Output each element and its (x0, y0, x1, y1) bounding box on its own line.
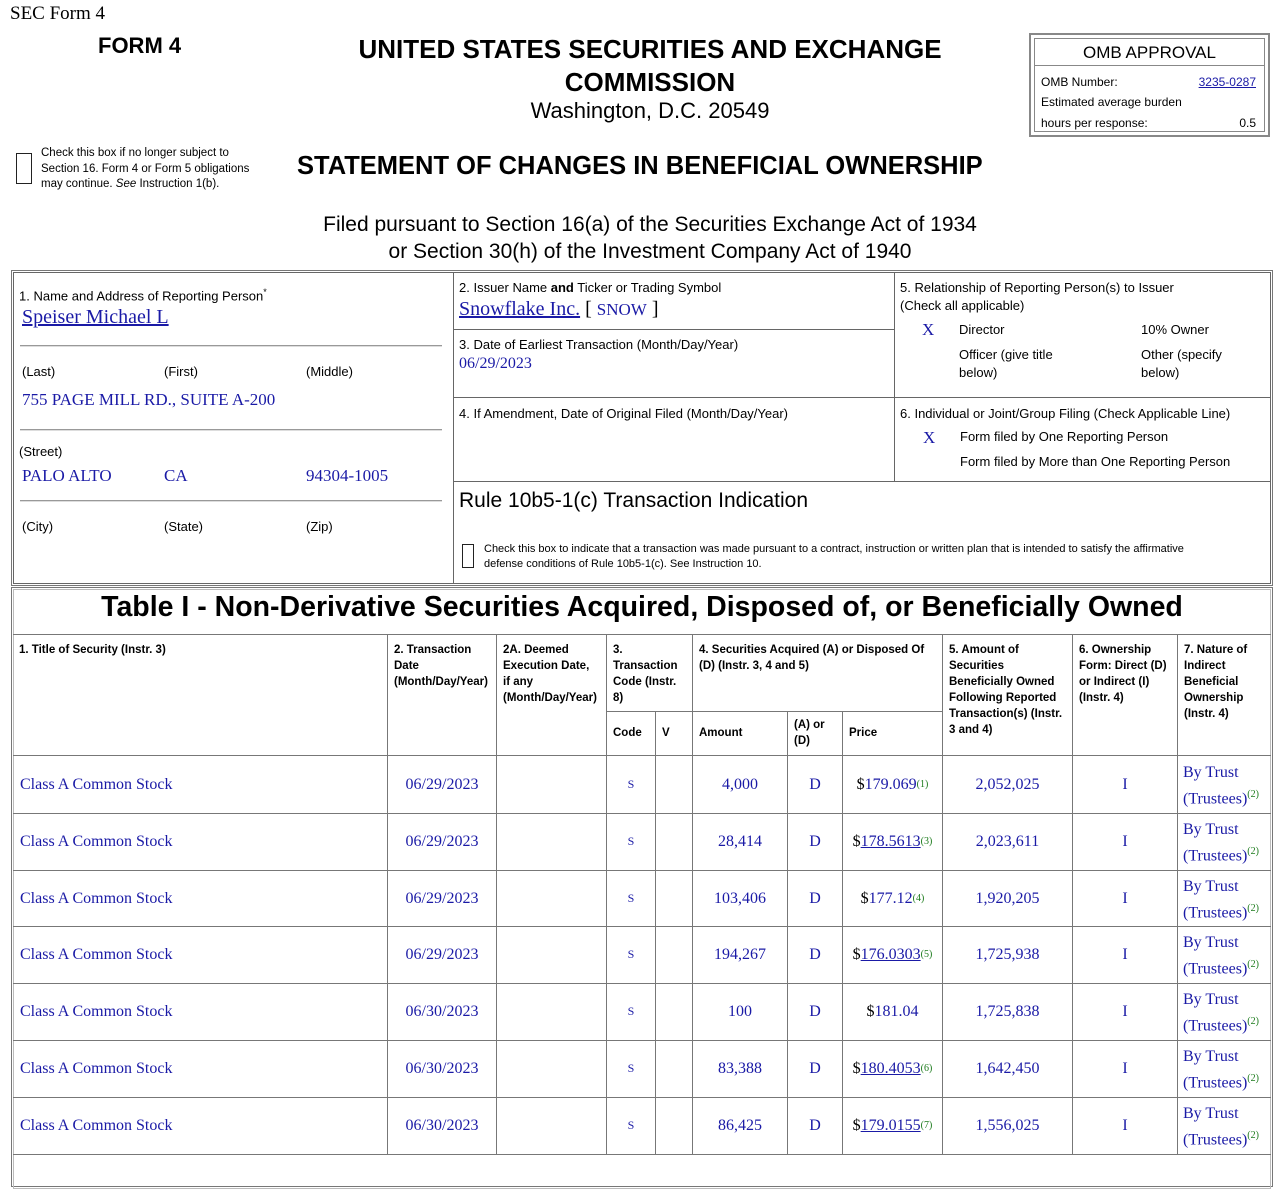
last-label: (Last) (22, 364, 56, 379)
th-ownership-form (1073, 637, 1177, 711)
amount: 194,267 (714, 945, 766, 963)
price-footnote[interactable]: (4) (912, 893, 925, 904)
th-a-or-d-2: (D) (794, 735, 810, 747)
price-value: 179.069 (864, 775, 917, 793)
nature-line-2-text: (Trustees) (1183, 847, 1248, 865)
box1-asterisk: * (263, 287, 267, 297)
filed-line-1: Filed pursuant to Section 16(a) of the Securities Exchange Act of 1934 (323, 213, 977, 236)
th-amount: Amount (699, 727, 743, 739)
acquired-or-disposed: D (809, 1116, 821, 1134)
price (843, 926, 942, 983)
box6-label: 6. Individual or Joint/Group Filing (Check Applicable Line) (900, 406, 1231, 421)
box3-value: 06/29/2023 (459, 355, 532, 372)
price-footnote[interactable]: (3) (920, 836, 933, 847)
box1-divider-3 (20, 500, 442, 502)
nature-line-2 (1183, 954, 1273, 980)
amount-owned: 1,725,838 (975, 1002, 1040, 1020)
acquired-or-disposed: D (809, 1059, 821, 1077)
officer-label (959, 346, 1053, 382)
th-nature-3: Beneficial (1184, 676, 1239, 688)
table1-title: Table I - Non-Derivative Securities Acquired, Disposed of, or Beneficially Owned (101, 591, 1183, 623)
price-dollar-sign: $ (866, 1002, 875, 1020)
zip-label: (Zip) (306, 519, 333, 534)
other-label-1: Other (specify (1141, 347, 1222, 362)
table1-subheader-line (606, 711, 942, 712)
nature-line-2-text: (Trustees) (1183, 1131, 1248, 1149)
security-title: Class A Common Stock (20, 889, 173, 907)
transaction-date: 06/30/2023 (405, 1002, 479, 1020)
box2-label-suffix: Ticker or Trading Symbol (573, 280, 722, 295)
box1-label (19, 283, 267, 305)
th-deemed-2: Execution Date, (503, 660, 590, 672)
transaction-code: S (627, 947, 635, 961)
transaction-code: S (627, 1004, 635, 1018)
security-title: Class A Common Stock (20, 1059, 173, 1077)
nature-line-1: By Trust (1183, 764, 1239, 781)
th-transaction-date-2: Date (394, 660, 419, 672)
amount: 4,000 (722, 775, 758, 793)
nature-line-1: By Trust (1183, 821, 1239, 838)
price-value-link[interactable]: 179.0155 (860, 1116, 921, 1134)
col-line-3b (655, 711, 656, 1154)
price-value-link[interactable]: 180.4053 (860, 1059, 921, 1077)
th-nature-1: 7. Nature of (1184, 644, 1248, 656)
th-securities-1: 4. Securities Acquired (A) or Disposed Of (699, 644, 925, 656)
nature-line-2 (1183, 841, 1273, 867)
th-nature-ownership (1178, 637, 1271, 727)
rule-10b5-line-2: defense conditions of Rule 10b5-1(c). See Instruction 10. (484, 558, 762, 570)
th-form-4: (Instr. 4) (1079, 692, 1124, 704)
security-title: Class A Common Stock (20, 1116, 173, 1134)
omb-number-label: OMB Number: (1041, 75, 1118, 89)
nature-line-1: By Trust (1183, 878, 1239, 895)
issuer-row (459, 298, 658, 321)
rule-10b5-line-1: Check this box to indicate that a transaction was made pursuant to a contract, instruction or written plan that is intended to satisfy the affirmative (484, 543, 1184, 555)
director-mark: X (922, 320, 935, 339)
one-person-label: Form filed by One Reporting Person (960, 429, 1169, 444)
th-transaction-code (607, 637, 692, 711)
price-footnote[interactable]: (1) (916, 779, 929, 790)
omb-hours-label: hours per response: (1041, 116, 1148, 130)
box2-label-prefix: 2. Issuer Name (459, 280, 551, 295)
box2-label-and: and (550, 280, 574, 295)
nature-line-2 (1183, 1068, 1273, 1094)
nature-footnote[interactable]: (2) (1247, 959, 1259, 970)
th-owned-1: 5. Amount of (949, 644, 1019, 656)
amount-owned: 1,920,205 (975, 889, 1040, 907)
omb-number-row (1041, 75, 1256, 89)
th-nature-2: Indirect (1184, 660, 1226, 672)
table1-header-top-line (13, 634, 1271, 635)
amount-owned: 2,052,025 (975, 775, 1040, 793)
price-footnote[interactable]: (7) (920, 1120, 933, 1131)
nature-footnote[interactable]: (2) (1247, 846, 1259, 857)
nature-line-1: By Trust (1183, 991, 1239, 1008)
omb-hours-value: 0.5 (1239, 116, 1256, 130)
director-label: Director (959, 322, 1005, 337)
nature-footnote[interactable]: (2) (1247, 1016, 1259, 1027)
th-price: Price (849, 727, 878, 739)
omb-approval-box (1029, 33, 1270, 137)
nature-line-2-text: (Trustees) (1183, 1017, 1248, 1035)
nature-line-2-text: (Trustees) (1183, 1074, 1248, 1092)
box4-label: 4. If Amendment, Date of Original Filed (Month/Day/Year) (459, 406, 789, 421)
street-value: 755 PAGE MILL RD., SUITE A-200 (22, 390, 276, 409)
price (843, 983, 942, 1040)
nature-footnote[interactable]: (2) (1247, 789, 1259, 800)
nature-line-2 (1183, 784, 1273, 810)
price (843, 1097, 942, 1154)
ticker-bracket-close: ] (651, 298, 659, 320)
th-a-or-d-1: (A) or (794, 719, 825, 731)
transaction-code: S (627, 891, 635, 905)
th-deemed-1: 2A. Deemed (503, 644, 569, 656)
th-code-1: 3. (613, 644, 623, 656)
price-footnote[interactable]: (6) (920, 1063, 933, 1074)
transaction-date: 06/30/2023 (405, 1059, 479, 1077)
th-transaction-date-3: (Month/Day/Year) (394, 676, 488, 688)
th-form-1: 6. Ownership (1079, 644, 1152, 656)
th-owned-2: Securities (949, 660, 1004, 672)
th-nature-5: (Instr. 4) (1184, 708, 1229, 720)
price-dollar-sign: $ (852, 945, 861, 963)
transaction-date: 06/29/2023 (405, 775, 479, 793)
section16-line-3 (41, 177, 271, 193)
agency-city: Washington, D.C. 20549 (530, 98, 770, 123)
state-label: (State) (164, 519, 204, 534)
price-dollar-sign: $ (856, 775, 865, 793)
agency-line-2: COMMISSION (564, 67, 736, 97)
box1-divider-1 (20, 345, 442, 347)
nature-of-ownership (1183, 819, 1273, 867)
ownership-form: I (1122, 775, 1128, 793)
form-title: FORM 4 (98, 33, 182, 58)
nature-line-1: By Trust (1183, 1048, 1239, 1065)
filed-line-2: or Section 30(h) of the Investment Company Act of 1940 (388, 240, 912, 263)
nature-of-ownership (1183, 1103, 1273, 1151)
section16-checkbox[interactable] (16, 153, 32, 184)
agency-name (330, 33, 970, 99)
ownership-form: I (1122, 1002, 1128, 1020)
section16-line-3-suffix: Instruction 1(b). (136, 178, 220, 190)
transaction-date: 06/29/2023 (405, 945, 479, 963)
reporting-person-link[interactable]: Speiser Michael L (22, 306, 169, 328)
officer-label-2: below) (959, 365, 998, 380)
security-title: Class A Common Stock (20, 1002, 173, 1020)
th-transaction-date-1: 2. Transaction (394, 644, 472, 656)
issuer-name-link[interactable]: Snowflake Inc. (459, 298, 581, 320)
price (843, 813, 942, 870)
acquired-or-disposed: D (809, 832, 821, 850)
th-owned-3: Beneficially Owned (949, 676, 1055, 688)
box2-label (459, 279, 721, 297)
state-value: CA (164, 466, 188, 485)
price-dollar-sign: $ (852, 832, 861, 850)
city-label: (City) (22, 519, 54, 534)
acquired-or-disposed: D (809, 889, 821, 907)
sec-form-label: SEC Form 4 (10, 3, 106, 24)
th-form-3: or Indirect (I) (1079, 676, 1150, 688)
security-title: Class A Common Stock (20, 775, 173, 793)
amount-owned: 2,023,611 (975, 832, 1040, 850)
box3-label: 3. Date of Earliest Transaction (Month/Day/Year) (459, 337, 739, 352)
nature-line-1: By Trust (1183, 1105, 1239, 1122)
nature-footnote[interactable]: (2) (1247, 1073, 1259, 1084)
rule-10b5-text (484, 542, 1264, 572)
omb-burden-label: Estimated average burden (1041, 95, 1182, 109)
price-dollar-sign: $ (852, 1059, 861, 1077)
ownership-form: I (1122, 945, 1128, 963)
price-value: 181.04 (874, 1002, 919, 1020)
acquired-or-disposed: D (809, 945, 821, 963)
nature-of-ownership (1183, 932, 1273, 980)
th-code: Code (613, 727, 642, 739)
amount: 83,388 (718, 1059, 762, 1077)
section16-line-1: Check this box if no longer subject to (41, 147, 229, 159)
transaction-code: S (627, 1118, 635, 1132)
th-a-or-d (788, 712, 842, 754)
th-securities-acquired (693, 637, 942, 679)
ten-pct-owner-label: 10% Owner (1141, 322, 1209, 337)
ticker-symbol: SNOW (596, 300, 647, 319)
th-code-4: 8) (613, 692, 624, 704)
box5-label-2: (Check all applicable) (900, 298, 1025, 313)
nature-footnote[interactable]: (2) (1247, 1130, 1259, 1141)
th-deemed-execution-date (497, 637, 606, 711)
nature-of-ownership (1183, 989, 1273, 1037)
price-value-link[interactable]: 178.5613 (860, 832, 921, 850)
amount-owned: 1,642,450 (975, 1059, 1040, 1077)
th-code-3: Code (Instr. (613, 676, 677, 688)
section16-line-3-see: See (115, 178, 137, 190)
ticker-bracket-open: [ (585, 298, 592, 320)
security-title: Class A Common Stock (20, 945, 173, 963)
th-owned-6: 3 and 4) (949, 724, 993, 736)
th-transaction-date (388, 637, 496, 695)
nature-line-1: By Trust (1183, 934, 1239, 951)
acquired-or-disposed: D (809, 775, 821, 793)
th-owned-4: Following Reported (949, 692, 1057, 704)
transaction-date: 06/30/2023 (405, 1116, 479, 1134)
first-label: (First) (164, 364, 198, 379)
amount: 86,425 (718, 1116, 762, 1134)
zip-value: 94304-1005 (306, 466, 389, 485)
th-owned-5: Transaction(s) (Instr. (949, 708, 1063, 720)
section16-check-text (41, 146, 271, 193)
filed-pursuant (250, 211, 1050, 265)
transaction-date: 06/29/2023 (405, 889, 479, 907)
ownership-form: I (1122, 1059, 1128, 1077)
section16-line-3-prefix: may continue. (41, 178, 116, 190)
transaction-date: 06/29/2023 (405, 832, 479, 850)
th-deemed-4: (Month/Day/Year) (503, 692, 597, 704)
row-divider (13, 1154, 1271, 1155)
agency-line-1: UNITED STATES SECURITIES AND EXCHANGE (358, 34, 942, 64)
nature-line-2 (1183, 1011, 1273, 1037)
ownership-form: I (1122, 889, 1128, 907)
amount: 28,414 (718, 832, 762, 850)
price-value: 177.12 (868, 889, 913, 907)
amount-owned: 1,556,025 (975, 1116, 1040, 1134)
th-code-2: Transaction (613, 660, 678, 672)
box1-label-text: 1. Name and Address of Reporting Person (19, 288, 264, 304)
th-v: V (662, 727, 670, 739)
nature-footnote[interactable]: (2) (1247, 903, 1259, 914)
omb-hours-row (1041, 116, 1256, 130)
transaction-code: S (627, 1061, 635, 1075)
price-footnote[interactable]: (5) (920, 949, 933, 960)
th-nature-4: Ownership (1184, 692, 1244, 704)
nature-line-2-text: (Trustees) (1183, 904, 1248, 922)
price-dollar-sign: $ (852, 1116, 861, 1134)
city-value: PALO ALTO (22, 466, 112, 485)
price (843, 756, 942, 813)
col-line-2 (496, 634, 497, 1154)
section16-line-2: Section 16. Form 4 or Form 5 obligations (41, 162, 250, 175)
box1-divider-2 (20, 429, 442, 431)
box5-label-1: 5. Relationship of Reporting Person(s) to Issuer (900, 280, 1174, 295)
price (843, 1040, 942, 1097)
price (843, 870, 942, 927)
transaction-code: S (627, 777, 635, 791)
middle-label: (Middle) (306, 364, 353, 379)
more-persons-label: Form filed by More than One Reporting Person (960, 454, 1231, 469)
amount-owned: 1,725,938 (975, 945, 1040, 963)
th-title-of-security: 1. Title of Security (Instr. 3) (19, 644, 166, 656)
nature-of-ownership (1183, 1046, 1273, 1094)
amount: 100 (728, 1002, 752, 1020)
officer-label-1: Officer (give title (959, 347, 1053, 362)
ownership-form: I (1122, 832, 1128, 850)
omb-title: OMB APPROVAL (1035, 39, 1264, 66)
price-value-link[interactable]: 176.0303 (860, 945, 921, 963)
nature-line-2-text: (Trustees) (1183, 790, 1248, 808)
transaction-code: S (627, 834, 635, 848)
rule-10b5-checkbox[interactable] (462, 544, 474, 568)
amount: 103,406 (714, 889, 766, 907)
nature-line-2-text: (Trustees) (1183, 960, 1248, 978)
other-label-2: below) (1141, 365, 1180, 380)
ownership-form: I (1122, 1116, 1128, 1134)
nature-of-ownership (1183, 876, 1273, 924)
security-title: Class A Common Stock (20, 832, 173, 850)
street-label: (Street) (19, 444, 63, 459)
th-securities-2: (D) (Instr. 3, 4 and 5) (699, 660, 809, 672)
price-dollar-sign: $ (860, 889, 869, 907)
other-label (1141, 346, 1222, 382)
nature-of-ownership (1183, 762, 1273, 810)
nature-line-2 (1183, 1125, 1273, 1151)
statement-title: STATEMENT OF CHANGES IN BENEFICIAL OWNERSHIP (297, 152, 983, 180)
th-amount-owned (943, 637, 1072, 743)
omb-number-link[interactable]: 3235-0287 (1198, 75, 1256, 89)
one-person-mark: X (923, 428, 936, 447)
th-deemed-3: if any (503, 676, 534, 688)
acquired-or-disposed: D (809, 1002, 821, 1020)
nature-line-2 (1183, 898, 1273, 924)
th-form-2: Form: Direct (D) (1079, 660, 1167, 672)
rule-10b5-title: Rule 10b5-1(c) Transaction Indication (459, 489, 809, 512)
